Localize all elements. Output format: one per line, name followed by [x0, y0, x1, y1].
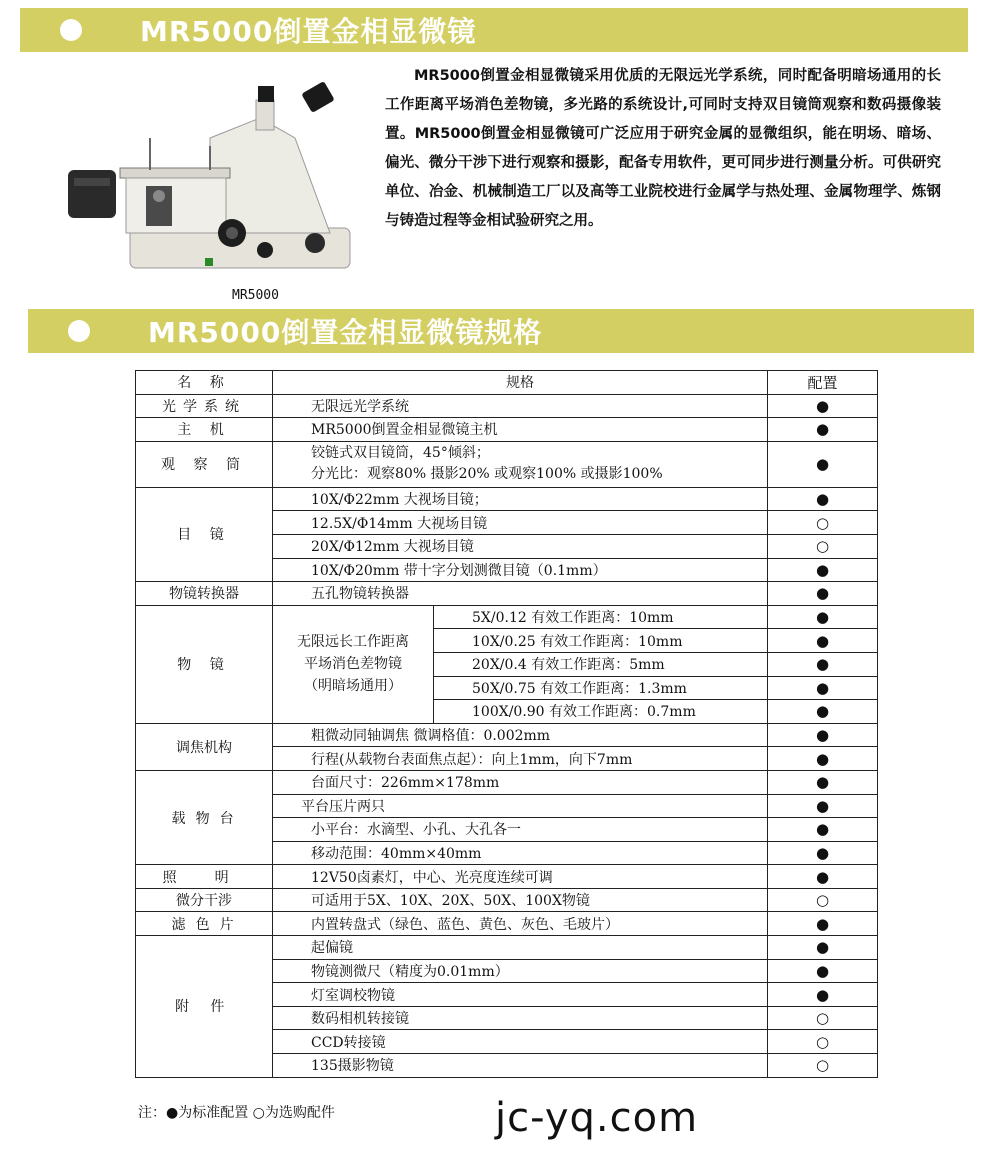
config-mark: ○ — [768, 888, 878, 912]
table-header-row — [136, 371, 878, 395]
row-spec: MR5000倒置金相显微镜主机 — [273, 418, 768, 442]
table-row — [136, 582, 878, 606]
intro-paragraph: MR5000倒置金相显微镜采用优质的无限远光学系统，同时配备明暗场通用的长工作距离平场消色差物镜，多光路的系统设计,可同时支持双目镜筒观察和数码摄像装置。MR5000倒置金相显微镜可广泛应用于研究金属的显微组织，能在明场、暗场、偏光、微分干涉下进行观察和摄影，配备专用软件，更可同步进行测量分析。可供研究单位、冶金、机械制造工厂以及高等工业院校进行金属学与热处理、金属物理学、炼钢与铸造过程等金相试验研究之用。 — [385, 68, 941, 229]
row-spec: 小平台：水滴型、小孔、大孔各一 — [273, 818, 768, 842]
row-spec: 台面尺寸：226mm×178mm — [273, 770, 768, 794]
table-row — [136, 865, 878, 889]
row-spec: 移动范围：40mm×40mm — [273, 841, 768, 865]
row-spec: 平台压片两只 — [273, 794, 768, 818]
config-mark: ○ — [768, 1030, 878, 1054]
config-mark: ● — [768, 487, 878, 511]
photo-caption: MR5000 — [232, 288, 279, 303]
row-spec — [273, 441, 768, 487]
row-spec: 20X/Φ12mm 大视场目镜 — [273, 534, 768, 558]
table-row — [136, 770, 878, 794]
table-row — [136, 888, 878, 912]
config-mark: ○ — [768, 1006, 878, 1030]
row-spec: 数码相机转接镜 — [273, 1006, 768, 1030]
config-mark: ● — [768, 700, 878, 724]
row-spec: 50X/0.75 有效工作距离：1.3mm — [434, 676, 768, 700]
table-row — [136, 441, 878, 487]
spec-table — [135, 370, 878, 1078]
config-mark: ● — [768, 723, 878, 747]
config-mark: ● — [768, 865, 878, 889]
table-row — [136, 418, 878, 442]
row-spec: 20X/0.4 有效工作距离：5mm — [434, 652, 768, 676]
section-header-specs — [28, 309, 974, 353]
config-mark: ● — [768, 818, 878, 842]
group-line: 无限远长工作距离 — [297, 634, 409, 651]
config-mark: ● — [768, 441, 878, 487]
section-title: MR5000倒置金相显微镜 — [140, 15, 477, 48]
row-name: 附 件 — [136, 936, 273, 1078]
row-spec: 灯室调校物镜 — [273, 983, 768, 1007]
row-name: 照 明 — [136, 865, 273, 889]
row-spec: 10X/0.25 有效工作距离：10mm — [434, 629, 768, 653]
row-spec: 100X/0.90 有效工作距离：0.7mm — [434, 700, 768, 724]
row-name: 滤 色 片 — [136, 912, 273, 936]
microscope-image — [60, 78, 370, 288]
table-row — [136, 912, 878, 936]
config-mark: ● — [768, 841, 878, 865]
config-mark: ○ — [768, 511, 878, 535]
table-row — [136, 487, 878, 511]
row-name: 调焦机构 — [136, 723, 273, 770]
row-spec: 135摄影物镜 — [273, 1054, 768, 1078]
section-title: MR5000倒置金相显微镜规格 — [148, 316, 543, 349]
row-spec-line: 分光比：观察80% 摄影20% 或观察100% 或摄影100% — [311, 466, 663, 483]
group-line: （明暗场通用） — [304, 678, 402, 695]
table-row — [136, 936, 878, 960]
row-spec: 粗微动同轴调焦 微调格值：0.002mm — [273, 723, 768, 747]
row-spec: 物镜测微尺（精度为0.01mm） — [273, 959, 768, 983]
section-header-intro — [20, 8, 968, 52]
config-mark: ● — [768, 605, 878, 629]
row-spec: 起偏镜 — [273, 936, 768, 960]
config-mark: ● — [768, 936, 878, 960]
table-row — [136, 394, 878, 418]
group-line: 平场消色差物镜 — [304, 656, 402, 673]
legend-note: 注：●为标准配置 ○为选购配件 — [138, 1105, 335, 1121]
config-mark: ● — [768, 629, 878, 653]
header-spec: 规格 — [273, 371, 768, 395]
row-name: 光学系统 — [136, 394, 273, 418]
row-spec-line: 铰链式双目镜筒，45°倾斜； — [311, 445, 490, 462]
row-name: 微分干涉 — [136, 888, 273, 912]
config-mark: ● — [768, 912, 878, 936]
row-spec: 5X/0.12 有效工作距离：10mm — [434, 605, 768, 629]
config-mark: ● — [768, 959, 878, 983]
config-mark: ● — [768, 983, 878, 1007]
row-spec: 行程(从载物台表面焦点起）：向上1mm，向下7mm — [273, 747, 768, 771]
row-spec: 可适用于5X、10X、20X、50X、100X物镜 — [273, 888, 768, 912]
website-watermark: jc-yq.com — [495, 1095, 699, 1141]
config-mark: ● — [768, 770, 878, 794]
config-mark: ○ — [768, 534, 878, 558]
header-config: 配置 — [768, 371, 878, 395]
config-mark: ● — [768, 418, 878, 442]
config-mark: ● — [768, 794, 878, 818]
config-mark: ● — [768, 676, 878, 700]
table-row — [136, 723, 878, 747]
bullet-circle-icon — [68, 320, 90, 342]
bullet-circle-icon — [60, 19, 82, 41]
row-spec: CCD转接镜 — [273, 1030, 768, 1054]
objective-group-label — [273, 605, 434, 723]
row-name: 物 镜 — [136, 605, 273, 723]
row-name: 载 物 台 — [136, 770, 273, 864]
config-mark: ● — [768, 394, 878, 418]
table-row — [136, 605, 878, 629]
config-mark: ○ — [768, 1054, 878, 1078]
config-mark: ● — [768, 582, 878, 606]
row-spec: 10X/Φ22mm 大视场目镜； — [273, 487, 768, 511]
row-spec: 10X/Φ20mm 带十字分划测微目镜（0.1mm） — [273, 558, 768, 582]
row-spec: 12V50卤素灯，中心、光亮度连续可调 — [273, 865, 768, 889]
row-name: 观 察 筒 — [136, 441, 273, 487]
row-spec: 12.5X/Φ14mm 大视场目镜 — [273, 511, 768, 535]
row-name: 物镜转换器 — [136, 582, 273, 606]
config-mark: ● — [768, 652, 878, 676]
row-spec: 五孔物镜转换器 — [273, 582, 768, 606]
config-mark: ● — [768, 747, 878, 771]
row-spec: 内置转盘式（绿色、蓝色、黄色、灰色、毛玻片） — [273, 912, 768, 936]
config-mark: ● — [768, 558, 878, 582]
row-spec: 无限远光学系统 — [273, 394, 768, 418]
row-name: 主 机 — [136, 418, 273, 442]
row-name: 目 镜 — [136, 487, 273, 581]
header-name: 名 称 — [136, 371, 273, 395]
